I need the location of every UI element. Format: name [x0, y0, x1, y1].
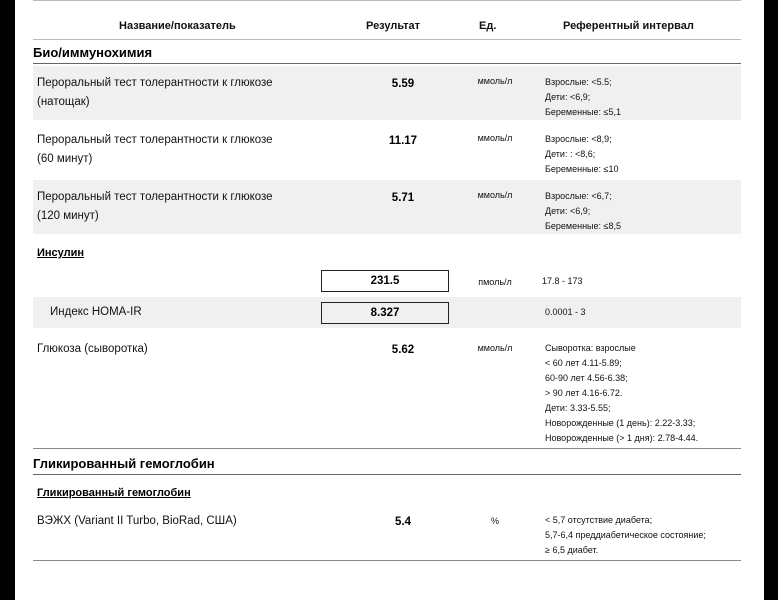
- hba1c-subtitle: Гликированный гемоглобин: [37, 487, 191, 499]
- insulin-unit: пмоль/л: [478, 277, 512, 287]
- table-row: [33, 123, 741, 177]
- row-ref: Взрослые: <6,7; Дети: <6,9; Беременные: ≤8,5: [545, 191, 621, 231]
- divider: [33, 560, 741, 561]
- row-unit: ммоль/л: [477, 76, 513, 86]
- table-row: [33, 512, 741, 560]
- header-ref: Референтный интервал: [563, 20, 694, 32]
- section-divider: [33, 474, 741, 475]
- row-result: 5.59: [391, 78, 415, 90]
- header-name: Название/показатель: [119, 20, 236, 32]
- section-title-hba1c: Гликированный гемоглобин: [33, 456, 215, 471]
- homa-name: Индекс HOMA-IR: [50, 306, 142, 318]
- table-row: [33, 66, 741, 120]
- table-header: [33, 0, 741, 40]
- hba1c-unit: %: [490, 516, 499, 526]
- row-name: Пероральный тест толерантности к глюкозе (натощак): [37, 77, 273, 108]
- insulin-result: 231.5: [321, 270, 449, 292]
- section-divider: [33, 63, 741, 64]
- hba1c-ref: < 5,7 отсутствие диабета; 5,7-6,4 преддиабетическое состояние; ≥ 6,5 диабет.: [545, 515, 706, 555]
- row-name: Пероральный тест толерантности к глюкозе (120 минут): [37, 191, 273, 222]
- table-row: [33, 340, 741, 446]
- homa-ref: 0.0001 - 3: [545, 307, 586, 317]
- glucose-ref: Сыворотка: взрослые < 60 лет 4.11-5.89; 60-90 лет 4.56-6.38; > 90 лет 4.16-6.72. Дети: 3.33-5.55; Новорожденные (1 день): 2.22-3.33; Новорожденные (> 1 дня): 2.78-4.44.: [545, 343, 699, 443]
- table-row: [33, 180, 741, 234]
- header-unit: Ед.: [479, 20, 497, 32]
- glucose-name: Глюкоза (сыворотка): [37, 343, 148, 355]
- insulin-title: Инсулин: [37, 247, 85, 259]
- divider: [33, 448, 741, 449]
- report-page: [15, 0, 764, 600]
- row-ref: Взрослые: <5.5; Дети: <6,9; Беременные: ≤5,1: [545, 77, 621, 117]
- hba1c-result: 5.4: [395, 516, 411, 528]
- insulin-ref: 17.8 - 173: [542, 276, 583, 286]
- row-name: Пероральный тест толерантности к глюкозе (60 минут): [37, 134, 273, 165]
- row-ref: Взрослые: <8,9; Дети: : <8,6; Беременные: ≤10: [545, 134, 619, 174]
- row-unit: ммоль/л: [477, 133, 513, 143]
- row-result: 11.17: [388, 135, 418, 147]
- row-unit: ммоль/л: [477, 190, 513, 200]
- row-result: 5.71: [391, 192, 415, 204]
- section-title-bio: Био/иммунохимия: [33, 45, 153, 60]
- glucose-result: 5.62: [391, 344, 415, 356]
- homa-result: 8.327: [321, 302, 449, 324]
- hba1c-name: ВЭЖХ (Variant II Turbo, BioRad, США): [37, 515, 237, 527]
- header-result: Результат: [366, 20, 421, 32]
- glucose-unit: ммоль/л: [477, 343, 513, 353]
